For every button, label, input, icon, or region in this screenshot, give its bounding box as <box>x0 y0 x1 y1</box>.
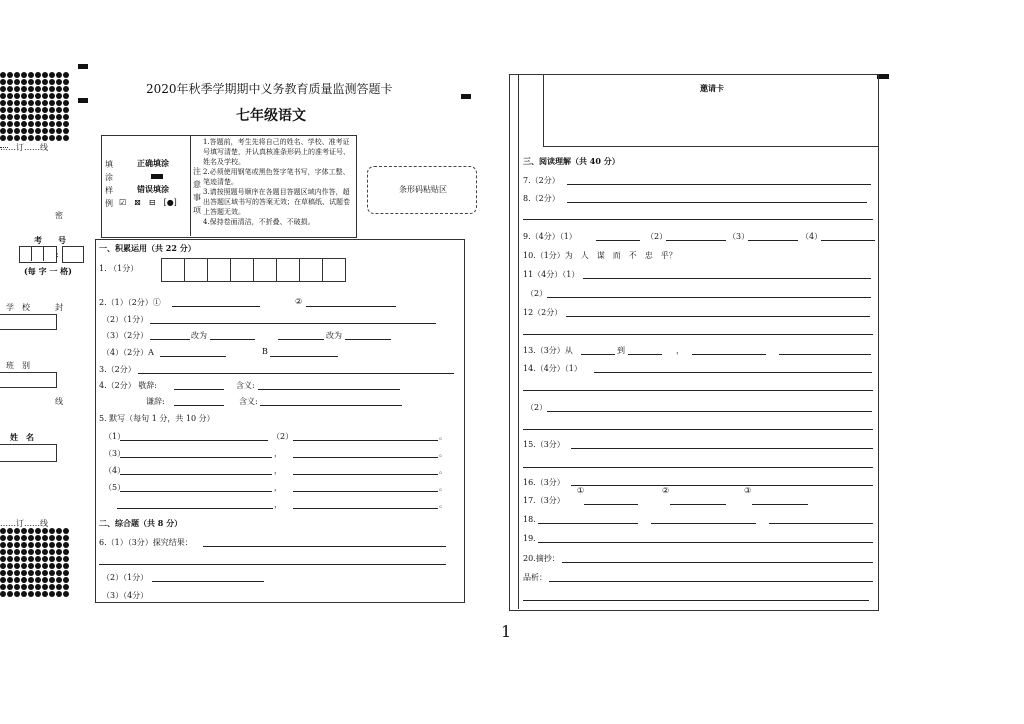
timing-dot <box>49 86 55 92</box>
timing-dot <box>35 591 41 597</box>
exam-number-label: 考 号 <box>34 235 66 245</box>
timing-dot <box>42 107 48 113</box>
timing-dot <box>0 542 6 548</box>
timing-dot <box>28 121 34 127</box>
timing-dot <box>49 535 55 541</box>
q2-1-label: 2.（1）（2分）① <box>99 298 161 307</box>
timing-dot <box>63 107 69 113</box>
position-mark <box>78 98 88 103</box>
timing-dot <box>21 584 27 590</box>
note-item: 1.答题前，考生先将自己的姓名、学校、准考证号填写清楚，并认真核准条形码上的准考证号、姓名及学校。 <box>203 138 350 166</box>
barcode-label: 条形码粘贴区 <box>399 185 447 194</box>
timing-dot <box>0 563 6 569</box>
timing-dot <box>63 86 69 92</box>
timing-dot <box>21 577 27 583</box>
timing-dot <box>42 128 48 134</box>
position-mark <box>461 94 471 99</box>
timing-dot <box>21 100 27 106</box>
q1-char-box[interactable] <box>299 258 323 282</box>
timing-dot <box>0 100 6 106</box>
timing-dot <box>56 86 62 92</box>
notes-list <box>203 137 353 227</box>
timing-dot <box>14 570 20 576</box>
timing-dot <box>35 128 41 134</box>
timing-dot <box>28 591 34 597</box>
sheet-subtitle: 七年级语文 <box>236 108 306 124</box>
timing-dot <box>63 79 69 85</box>
q6-3-label: （3）（4分） <box>102 591 149 600</box>
timing-dots-bottom <box>0 528 69 597</box>
q6-2-label: （2）（1分） <box>102 573 149 582</box>
q5-row-label: （4） <box>104 466 126 475</box>
timing-dot <box>63 135 69 141</box>
timing-dot <box>56 549 62 555</box>
q5-row-label: （1） <box>104 432 126 441</box>
timing-dot <box>14 135 20 141</box>
note-item: 2.必须使用钢笔或黑色签字笔书写，字体工整、笔迹清楚。 <box>203 168 350 186</box>
timing-dot <box>35 93 41 99</box>
timing-dot <box>0 570 6 576</box>
timing-dot <box>28 563 34 569</box>
timing-dot <box>42 93 48 99</box>
timing-dot <box>35 121 41 127</box>
timing-dot <box>35 542 41 548</box>
school-label: 学 校 <box>6 303 30 312</box>
timing-dot <box>35 100 41 106</box>
timing-dot <box>49 79 55 85</box>
timing-dot <box>56 121 62 127</box>
timing-dot <box>42 570 48 576</box>
notes-label: 注意事项 <box>193 167 201 215</box>
q14-label: 14.（4分）（1） <box>523 364 582 373</box>
timing-dot <box>7 72 13 78</box>
timing-dot <box>35 577 41 583</box>
name-label: 姓 名 <box>10 432 34 442</box>
timing-dot <box>14 114 20 120</box>
section3-title: 三、阅读理解（共 40 分） <box>523 156 620 166</box>
timing-dot <box>56 107 62 113</box>
q1-char-box[interactable] <box>230 258 254 282</box>
timing-dot <box>49 549 55 555</box>
timing-dot <box>42 535 48 541</box>
timing-dot <box>63 549 69 555</box>
q2-3-label: （3）（2分） <box>102 331 149 340</box>
timing-dot <box>49 93 55 99</box>
timing-dot <box>28 79 34 85</box>
timing-dot <box>63 584 69 590</box>
timing-dot <box>63 563 69 569</box>
fill-example-label: 填涂样例 <box>105 160 113 208</box>
binding-mi: 密 <box>55 211 63 220</box>
binding-line-bottom: ……订……线 <box>0 519 48 528</box>
q1-char-boxes[interactable] <box>162 258 346 282</box>
timing-dot <box>0 128 6 134</box>
timing-dot <box>7 584 13 590</box>
timing-dot <box>35 570 41 576</box>
timing-dot <box>56 584 62 590</box>
timing-dot <box>21 72 27 78</box>
q1-char-box[interactable] <box>253 258 277 282</box>
timing-dot <box>63 577 69 583</box>
q6-1-label: 6.（1）（3分）探究结果： <box>99 538 193 547</box>
timing-dot <box>0 584 6 590</box>
timing-dot <box>14 100 20 106</box>
timing-dot <box>56 72 62 78</box>
timing-dot <box>21 570 27 576</box>
timing-dot <box>49 542 55 548</box>
timing-dot <box>49 135 55 141</box>
timing-dot <box>21 107 27 113</box>
q12-label: 12（2分） <box>523 308 563 317</box>
timing-dot <box>14 563 20 569</box>
timing-dot <box>28 107 34 113</box>
timing-dot <box>28 584 34 590</box>
timing-dot <box>49 591 55 597</box>
timing-dot <box>7 135 13 141</box>
correct-fill-label: 正确填涂 <box>137 158 169 168</box>
note-item: 3.请按照题号顺序在各题目答题区域内作答，超出答题区域书写的答案无效；在草稿纸、试题卷上答题无效。 <box>203 188 350 216</box>
timing-dot <box>7 535 13 541</box>
timing-dot <box>0 577 6 583</box>
timing-dot <box>35 584 41 590</box>
timing-dot <box>28 542 34 548</box>
timing-dot <box>28 135 34 141</box>
timing-dots-top <box>0 72 69 141</box>
timing-dot <box>63 121 69 127</box>
timing-dot <box>56 542 62 548</box>
wrong-fill-samples: ☑ ⊠ ⊟ [●] <box>119 198 177 207</box>
timing-dot <box>21 556 27 562</box>
timing-dot <box>0 535 6 541</box>
q2-2-label: （2）（1分） <box>102 315 149 324</box>
timing-dot <box>35 72 41 78</box>
timing-dot <box>56 535 62 541</box>
timing-dot <box>28 86 34 92</box>
timing-dot <box>28 570 34 576</box>
timing-dot <box>14 93 20 99</box>
timing-dot <box>42 584 48 590</box>
q20-label: 20.摘抄： <box>523 554 560 563</box>
q3-label: 3.（2分） <box>99 365 136 374</box>
timing-dot <box>35 549 41 555</box>
timing-dot <box>35 114 41 120</box>
q1-char-box[interactable] <box>322 258 346 282</box>
timing-dot <box>56 93 62 99</box>
timing-dot <box>63 114 69 120</box>
timing-dot <box>0 79 6 85</box>
q9-label: 9.（4分）（1） <box>523 232 577 241</box>
timing-dot <box>7 577 13 583</box>
q8-label: 8.（2分） <box>523 194 560 203</box>
timing-dot <box>21 549 27 555</box>
timing-dot <box>49 107 55 113</box>
timing-dot <box>14 86 20 92</box>
timing-dot <box>21 535 27 541</box>
timing-dot <box>35 79 41 85</box>
timing-dot <box>42 100 48 106</box>
timing-dot <box>56 114 62 120</box>
timing-dot <box>35 563 41 569</box>
timing-dot <box>28 72 34 78</box>
timing-dot <box>49 577 55 583</box>
timing-dot <box>63 100 69 106</box>
timing-dot <box>49 121 55 127</box>
timing-dot <box>63 556 69 562</box>
timing-dot <box>42 591 48 597</box>
timing-dot <box>56 577 62 583</box>
timing-dot <box>0 556 6 562</box>
q7-label: 7.（2分） <box>523 176 560 185</box>
timing-dot <box>28 114 34 120</box>
timing-dot <box>42 556 48 562</box>
timing-dot <box>21 121 27 127</box>
timing-dot <box>42 542 48 548</box>
timing-dot <box>35 535 41 541</box>
q1-char-box[interactable] <box>184 258 208 282</box>
timing-dot <box>28 100 34 106</box>
exam-number-box-2[interactable] <box>62 246 84 263</box>
timing-dot <box>42 577 48 583</box>
timing-dot <box>21 128 27 134</box>
timing-dot <box>14 535 20 541</box>
timing-dot <box>35 86 41 92</box>
timing-dot <box>0 86 6 92</box>
timing-dot <box>28 577 34 583</box>
timing-dot <box>56 556 62 562</box>
timing-dot <box>7 114 13 120</box>
timing-dot <box>14 577 20 583</box>
correct-fill-sample <box>151 174 163 179</box>
timing-dot <box>49 128 55 134</box>
timing-dot <box>7 591 13 597</box>
timing-dot <box>49 72 55 78</box>
timing-dot <box>49 528 55 534</box>
timing-dot <box>7 542 13 548</box>
timing-dot <box>56 100 62 106</box>
timing-dot <box>0 107 6 113</box>
timing-dot <box>14 128 20 134</box>
invite-card-label: 邀请卡 <box>700 83 724 93</box>
timing-dot <box>63 570 69 576</box>
timing-dot <box>21 93 27 99</box>
name-field[interactable] <box>0 444 57 462</box>
q1-char-box[interactable] <box>161 258 185 282</box>
timing-dot <box>42 72 48 78</box>
timing-dot <box>63 72 69 78</box>
timing-dot <box>0 135 6 141</box>
timing-dot <box>56 570 62 576</box>
wrong-fill-label: 错误填涂 <box>137 184 169 194</box>
timing-dot <box>14 79 20 85</box>
q18-label: 18. <box>523 515 536 524</box>
timing-dot <box>7 79 13 85</box>
timing-dot <box>14 549 20 555</box>
binding-line-top: ……订……线 <box>0 143 48 152</box>
timing-dot <box>0 591 6 597</box>
timing-dot <box>14 556 20 562</box>
timing-dot <box>28 556 34 562</box>
timing-dot <box>21 135 27 141</box>
timing-dot <box>7 570 13 576</box>
timing-dot <box>0 549 6 555</box>
timing-dot <box>42 114 48 120</box>
timing-dot <box>21 542 27 548</box>
page-number: 1 <box>501 622 512 641</box>
q16-label: 16.（3分） <box>523 478 565 487</box>
q11-label: 11（4分）（1） <box>523 270 580 279</box>
timing-dot <box>7 100 13 106</box>
sheet-title: 2020年秋季学期期中义务教育质量监测答题卡 <box>146 82 393 96</box>
timing-dot <box>7 563 13 569</box>
timing-dot <box>21 114 27 120</box>
timing-dot <box>56 135 62 141</box>
section1-title: 一、积累运用（共 22 分） <box>99 243 196 253</box>
timing-dot <box>42 563 48 569</box>
q5-row-label: （5） <box>104 483 126 492</box>
timing-dot <box>28 128 34 134</box>
timing-dot <box>63 93 69 99</box>
timing-dot <box>56 79 62 85</box>
timing-dot <box>14 107 20 113</box>
timing-dot <box>49 100 55 106</box>
exam-number-box[interactable] <box>19 246 57 263</box>
q19-label: 19. <box>523 534 536 543</box>
q1-char-box[interactable] <box>276 258 300 282</box>
timing-dot <box>7 107 13 113</box>
timing-dot <box>42 135 48 141</box>
timing-dot <box>0 93 6 99</box>
school-field[interactable] <box>0 314 57 330</box>
section2-title: 二、综合题（共 8 分） <box>99 518 183 528</box>
timing-dot <box>63 128 69 134</box>
q1-char-box[interactable] <box>207 258 231 282</box>
timing-dot <box>56 528 62 534</box>
q2-4-label: （4）（2分）A <box>102 348 154 357</box>
per-char-hint: (每 字 一 格) <box>24 266 72 276</box>
timing-dot <box>21 86 27 92</box>
position-mark <box>78 64 88 69</box>
timing-dot <box>7 549 13 555</box>
q4-label: 4.（2分） 敬辞: <box>99 381 157 390</box>
timing-dot <box>14 121 20 127</box>
note-item: 4.保持卷面清洁，不折叠、不破损。 <box>203 218 315 226</box>
q15-label: 15.（3分） <box>523 440 565 449</box>
q13-label: 13.（3分）从 <box>523 346 573 355</box>
timing-dot <box>42 549 48 555</box>
class-field[interactable] <box>0 372 57 388</box>
timing-dot <box>63 542 69 548</box>
timing-dot <box>63 535 69 541</box>
binding-feng: 封 <box>55 303 63 312</box>
timing-dot <box>63 528 69 534</box>
timing-dot <box>7 121 13 127</box>
timing-dot <box>7 128 13 134</box>
timing-dot <box>56 591 62 597</box>
timing-dot <box>49 563 55 569</box>
timing-dot <box>28 549 34 555</box>
timing-dot <box>21 563 27 569</box>
q17-label: 17.（3分） <box>523 496 565 505</box>
timing-dot <box>0 114 6 120</box>
timing-dot <box>42 121 48 127</box>
timing-dot <box>28 535 34 541</box>
timing-dot <box>49 584 55 590</box>
timing-dot <box>14 542 20 548</box>
timing-dot <box>14 584 20 590</box>
answer-box-right-outer <box>509 74 879 611</box>
timing-dot <box>7 86 13 92</box>
timing-dot <box>35 107 41 113</box>
timing-dot <box>42 79 48 85</box>
timing-dot <box>0 72 6 78</box>
timing-dot <box>7 93 13 99</box>
q5-row-label: （3） <box>104 449 126 458</box>
timing-dot <box>35 135 41 141</box>
timing-dot <box>14 72 20 78</box>
timing-dot <box>21 591 27 597</box>
timing-dot <box>56 128 62 134</box>
binding-xian: 线 <box>55 397 63 406</box>
q5-label: 5. 默写（每句 1 分，共 10 分） <box>99 414 215 423</box>
timing-dot <box>0 121 6 127</box>
class-label: 班 别 <box>6 361 30 370</box>
timing-dot <box>35 556 41 562</box>
timing-dot <box>56 563 62 569</box>
pinxi-label: 品析： <box>523 573 547 582</box>
timing-dot <box>49 114 55 120</box>
timing-dot <box>49 556 55 562</box>
timing-dot <box>7 556 13 562</box>
timing-dot <box>42 86 48 92</box>
timing-dot <box>63 591 69 597</box>
timing-dot <box>14 591 20 597</box>
timing-dot <box>49 570 55 576</box>
q10-label: 10.（1分）为 人 谋 而 不 忠 乎？ <box>523 251 677 260</box>
timing-dot <box>28 93 34 99</box>
q1-label: 1. （1分） <box>99 264 139 273</box>
timing-dot <box>21 79 27 85</box>
